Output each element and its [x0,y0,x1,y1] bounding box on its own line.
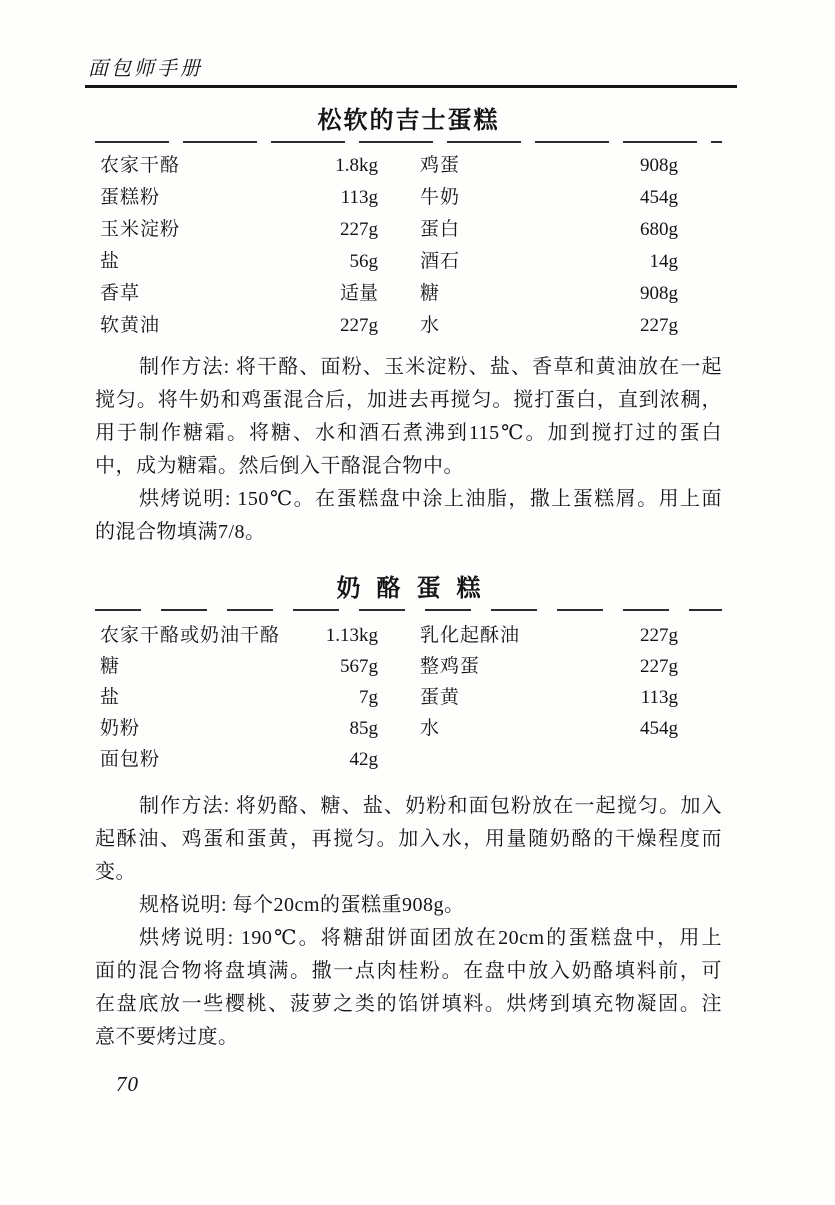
paragraph-line: 起酥油、鸡蛋和蛋黄，再搅匀。加入水，用量随奶酪的干燥程度而 [95,828,722,850]
ingredient-qty: 908g [640,283,678,304]
ingredient-qty: 1.13kg [325,625,378,646]
ingredient-qty: 567g [340,656,378,677]
table-row [100,651,678,682]
recipe2-ingredients-table [100,620,678,775]
ingredient-name: 糖 [420,283,441,304]
ingredient-name: 整鸡蛋 [420,656,481,677]
ingredient-name: 蛋白 [420,219,461,240]
ingredient-qty: 7g [359,687,378,708]
ingredient-qty: 1.8kg [335,155,378,176]
ingredient-qty: 227g [340,315,378,336]
ingredient-qty: 227g [640,315,678,336]
ingredient-qty: 227g [640,625,678,646]
ingredient-name: 水 [420,718,441,739]
ingredient-qty: 85g [349,718,378,739]
paragraph-line: 搅匀。将牛奶和鸡蛋混合后，加进去再搅匀。搅打蛋白，直到浓稠， [95,389,722,411]
ingredient-qty: 113g [340,187,378,208]
ingredient-name: 蛋黄 [420,687,461,708]
ingredient-name: 奶粉 [100,718,141,739]
ingredient-qty: 113g [640,687,678,708]
ingredient-name: 水 [420,315,441,336]
paragraph-line: 中，成为糖霜。然后倒入干酪混合物中。 [95,455,464,477]
table-row [100,682,678,713]
ingredient-name: 香草 [100,283,141,304]
header-rule [85,85,737,88]
paragraph-line: 烘烤说明: 150℃。在蛋糕盘中涂上油脂，撒上蛋糕屑。用上面 [139,488,722,510]
page-number: 70 [116,1072,139,1096]
ingredient-name: 酒石 [420,251,461,272]
ingredient-name: 农家干酪或奶油干酪 [100,625,281,646]
ingredient-qty: 适量 [339,283,378,304]
table-row [100,310,678,342]
ingredient-name: 盐 [100,251,121,272]
ingredient-name: 牛奶 [420,187,461,208]
paragraph-line: 变。 [95,861,136,883]
ingredient-qty: 227g [340,219,378,240]
ingredient-qty: 56g [349,251,378,272]
table-row [100,278,678,310]
ingredient-name: 乳化起酥油 [420,625,521,646]
recipe2-title-rule [95,609,722,611]
ingredient-name: 农家干酪 [100,155,181,176]
ingredient-name: 蛋糕粉 [100,187,161,208]
ingredient-qty: 454g [640,718,678,739]
recipe1-title: 松软的吉士蛋糕 [317,108,500,134]
table-row [100,744,678,775]
paragraph-line: 烘烤说明: 190℃。将糖甜饼面团放在20cm的蛋糕盘中，用上 [139,927,722,949]
paragraph-line: 面的混合物将盘填满。撒一点肉桂粉。在盘中放入奶酪填料前，可 [95,960,722,982]
recipe2-method-paragraph [95,790,722,1054]
paragraph-line: 的混合物填满7/8。 [95,521,266,543]
recipe1-title-rule [95,141,722,143]
paragraph-line: 制作方法: 将奶酪、糖、盐、奶粉和面包粉放在一起搅匀。加入 [139,795,722,817]
table-row [100,182,678,214]
paragraph-line: 意不要烤过度。 [95,1026,239,1048]
table-row [100,150,678,182]
ingredient-name: 盐 [100,687,121,708]
ingredient-name: 鸡蛋 [420,155,461,176]
paragraph-line: 规格说明: 每个20cm的蛋糕重908g。 [139,894,465,916]
ingredient-name: 面包粉 [100,749,161,770]
paragraph-line: 制作方法: 将干酪、面粉、玉米淀粉、盐、香草和黄油放在一起 [139,356,722,378]
table-row [100,713,678,744]
ingredient-name: 糖 [100,656,121,677]
recipe2-title: 奶酪蛋糕 [336,576,497,602]
paragraph-line: 在盘底放一些樱桃、菠萝之类的馅饼填料。烘烤到填充物凝固。注 [95,993,722,1015]
ingredient-name: 玉米淀粉 [100,219,181,240]
paragraph-line: 用于制作糖霜。将糖、水和酒石煮沸到115℃。加到搅打过的蛋白 [95,422,722,444]
ingredient-qty: 42g [349,749,378,770]
ingredient-qty: 680g [640,219,678,240]
table-row [100,620,678,651]
ingredient-qty: 227g [640,656,678,677]
ingredient-name: 软黄油 [100,315,161,336]
running-header: 面包师手册 [88,58,203,80]
table-row [100,214,678,246]
ingredient-qty: 908g [640,155,678,176]
ingredient-qty: 454g [640,187,678,208]
table-row [100,246,678,278]
ingredient-qty: 14g [649,251,678,272]
recipe1-ingredients-table [100,150,678,342]
recipe1-method-paragraph [95,351,722,549]
